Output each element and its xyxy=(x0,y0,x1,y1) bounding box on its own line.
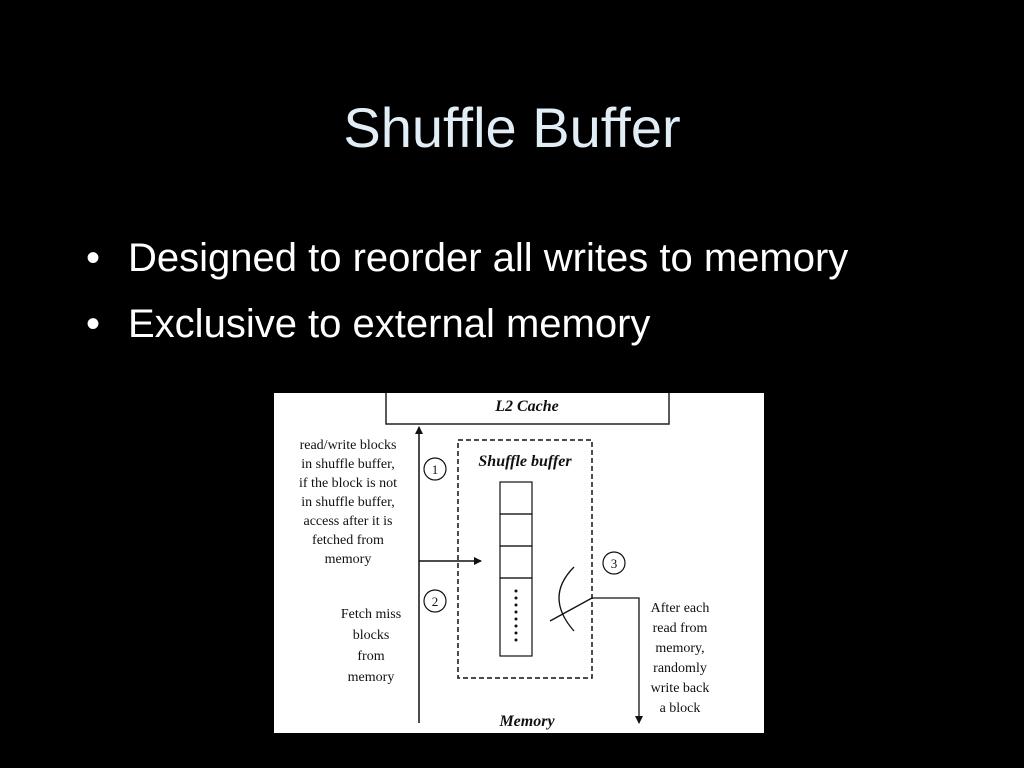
writeback-arrow xyxy=(592,598,639,723)
note-line: read from xyxy=(652,621,708,636)
note-line: blocks xyxy=(352,628,390,643)
slide-title: Shuffle Buffer xyxy=(343,96,681,159)
bullet-marker: • xyxy=(86,236,101,280)
buffer-slot xyxy=(500,546,532,578)
ellipsis-dots xyxy=(515,590,518,642)
step-3-number: 3 xyxy=(610,556,618,571)
note-read-write xyxy=(299,438,397,567)
note-fetch-miss xyxy=(341,607,401,685)
bullet-marker: • xyxy=(86,302,101,346)
l2-cache-label: L2 Cache xyxy=(495,398,559,415)
note-line: fetched from xyxy=(312,533,384,548)
random-select-arc xyxy=(559,567,574,631)
buffer-slot xyxy=(500,482,532,514)
shuffle-buffer-box xyxy=(458,440,592,678)
step-2-number: 2 xyxy=(431,594,439,609)
bullet-item xyxy=(86,232,848,298)
buffer-slot xyxy=(500,514,532,546)
note-line: Fetch miss xyxy=(340,607,402,622)
bullet-text: Designed to reorder all writes to memory xyxy=(128,236,849,280)
note-line: write back xyxy=(650,681,710,696)
note-line: a block xyxy=(659,701,701,716)
note-line: in shuffle buffer, xyxy=(301,457,395,472)
note-line: randomly xyxy=(653,661,707,676)
shuffle-buffer-label: Shuffle buffer xyxy=(478,453,572,470)
step-1-number: 1 xyxy=(431,462,439,477)
note-line: from xyxy=(357,649,385,664)
note-line: if the block is not xyxy=(299,476,397,491)
note-line: access after it is xyxy=(303,514,393,529)
bullet-list xyxy=(86,232,848,364)
diagram-canvas xyxy=(274,393,764,733)
note-line: in shuffle buffer, xyxy=(301,495,395,510)
memory-label: Memory xyxy=(499,713,555,730)
note-line: read/write blocks xyxy=(299,438,397,453)
note-line: memory, xyxy=(655,641,705,656)
bullet-text: Exclusive to external memory xyxy=(128,302,651,346)
writeback-link xyxy=(550,598,592,621)
note-write-back xyxy=(651,601,710,716)
shuffle-buffer-diagram xyxy=(274,393,764,733)
bullet-item xyxy=(86,298,848,364)
note-line: memory xyxy=(347,670,395,685)
note-line: After each xyxy=(650,601,710,616)
note-line: memory xyxy=(324,552,372,567)
